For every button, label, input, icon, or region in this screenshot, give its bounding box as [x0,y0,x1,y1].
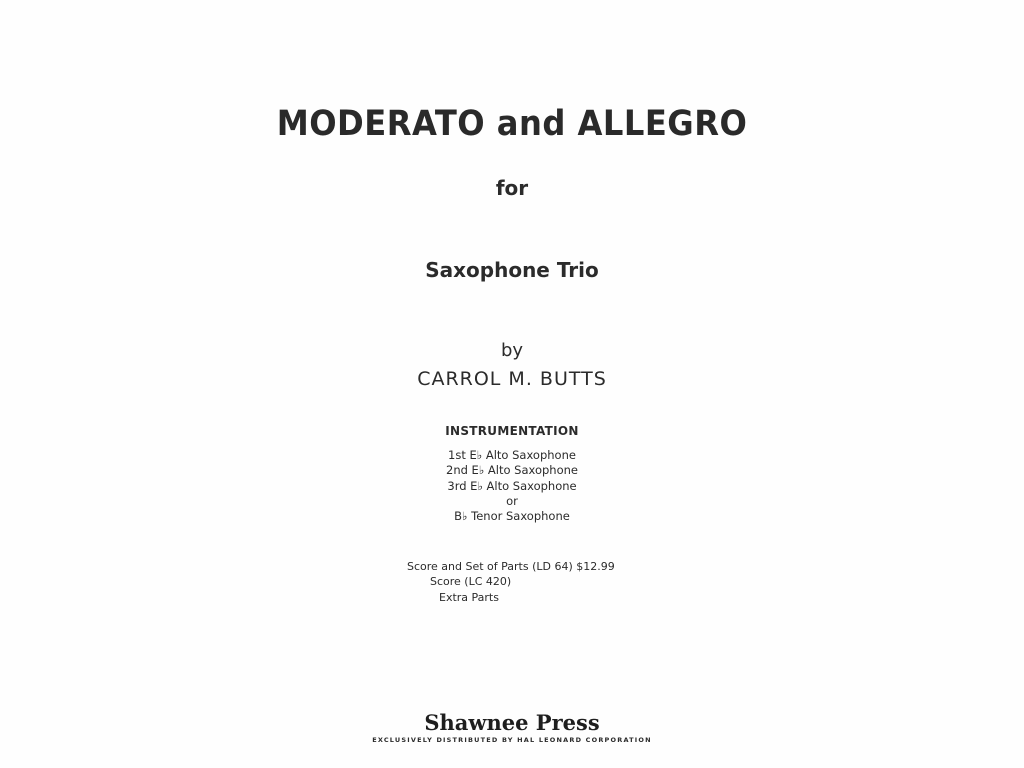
instrumentation-item: 1st E♭ Alto Saxophone [448,448,576,462]
publisher-name: Shawnee Press [424,710,600,735]
instrumentation-item: or [506,493,518,508]
composer-name: CARROL M. BUTTS [417,368,607,390]
distributor-note: EXCLUSIVELY DISTRIBUTED BY HAL LEONARD CORPORATION [372,736,652,744]
price-item-score-and-parts: Score and Set of Parts (LD 64) $12.99 [407,560,615,573]
instrumentation-item: 3rd E♭ Alto Saxophone [447,478,577,493]
instrumentation-item: 2nd E♭ Alto Saxophone [446,463,578,478]
page-title: MODERATO and ALLEGRO [276,104,748,144]
for-line: for [495,176,529,200]
instrumentation-item: B♭ Tenor Saxophone [454,509,570,524]
instrumentation-heading: INSTRUMENTATION [445,424,579,438]
ensemble-subtitle: Saxophone Trio [425,258,599,282]
by-line: by [500,340,524,361]
price-item-score: Score (LC 420) [430,575,512,588]
instrumentation-list [0,448,1024,524]
price-item-extra-parts: Extra Parts [439,591,499,604]
